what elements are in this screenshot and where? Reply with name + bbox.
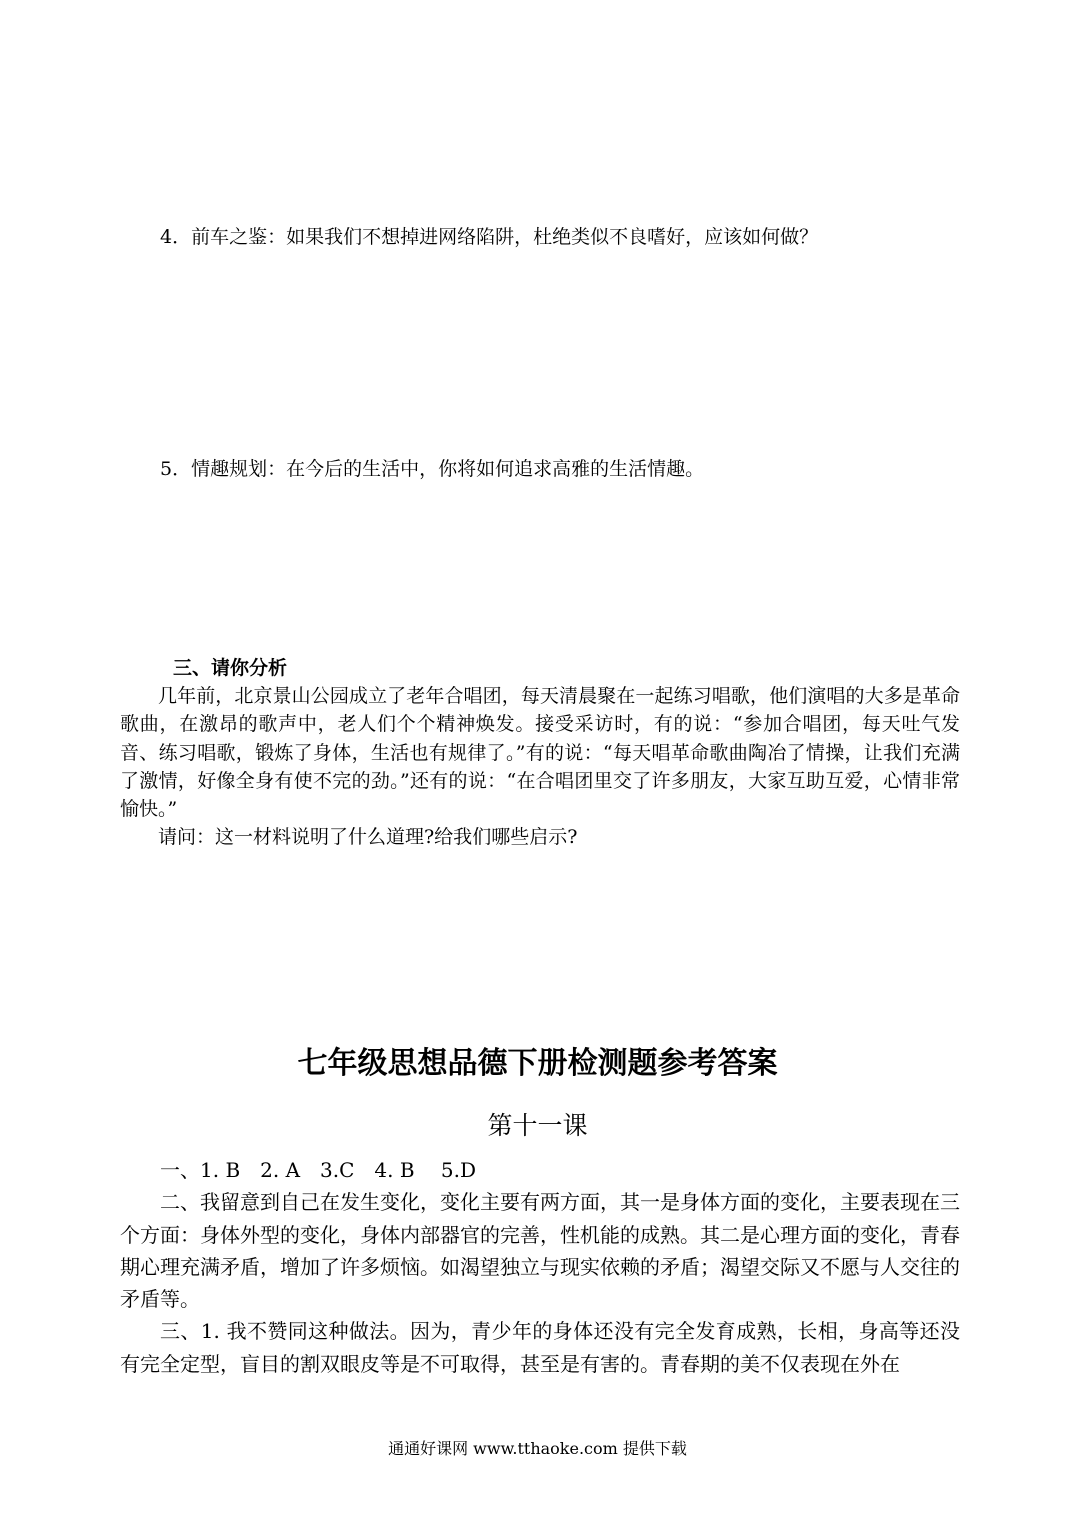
answer-body <box>120 1154 960 1380</box>
lesson-title: 第十一课 <box>487 1111 588 1140</box>
question-4: 4．前车之鉴：如果我们不想掉进网络陷阱，杜绝类似不良嗜好，应该如何做？ <box>160 226 819 248</box>
page-title: 七年级思想品德下册检测题参考答案 <box>297 1046 778 1081</box>
answer-part-3: 三、1. 我不赞同这种做法。因为，青少年的身体还没有完全发育成熟，长相，身高等还没有完全定型，盲目的割双眼皮等是不可取得，甚至是有害的。青春期的美不仅表现在外在 <box>120 1319 960 1376</box>
material-paragraph: 几年前，北京景山公园成立了老年合唱团，每天清晨聚在一起练习唱歌，他们演唱的大多是革命歌曲，在激昂的歌声中，老人们个个精神焕发。接受采访时，有的说：“参加合唱团，每天吐气发音、练习唱歌，锻炼了身体，生活也有规律了。”有的说：“每天唱革命歌曲陶冶了情操，让我们充满了激情，好像全身有使不完的劲。”还有的说：“在合唱团里交了许多朋友，大家互助互爱，心情非常愉快。” <box>120 685 960 821</box>
answer-part-1: 一、1. B 2. A 3.C 4. B 5.D <box>160 1158 477 1182</box>
answer-part-2: 二、我留意到自己在发生变化，变化主要有两方面，其一是身体方面的变化，主要表现在三个方面：身体外型的变化，身体内部器官的完善，性机能的成熟。其二是心理方面的变化，青春期心理充满矛盾，增加了许多烦恼。如渴望独立与现实依赖的矛盾；渴望交际又不愿与人交往的矛盾等。 <box>120 1190 960 1312</box>
section-heading-analysis: 三、请你分析 <box>173 657 288 679</box>
analysis-question: 请问：这一材料说明了什么道理?给我们哪些启示? <box>158 826 578 849</box>
question-5: 5．情趣规划：在今后的生活中，你将如何追求高雅的生活情趣。 <box>160 458 705 480</box>
page-footer: 通通好课网 www.tthaoke.com 提供下载 <box>388 1439 687 1458</box>
analysis-material <box>120 682 960 852</box>
